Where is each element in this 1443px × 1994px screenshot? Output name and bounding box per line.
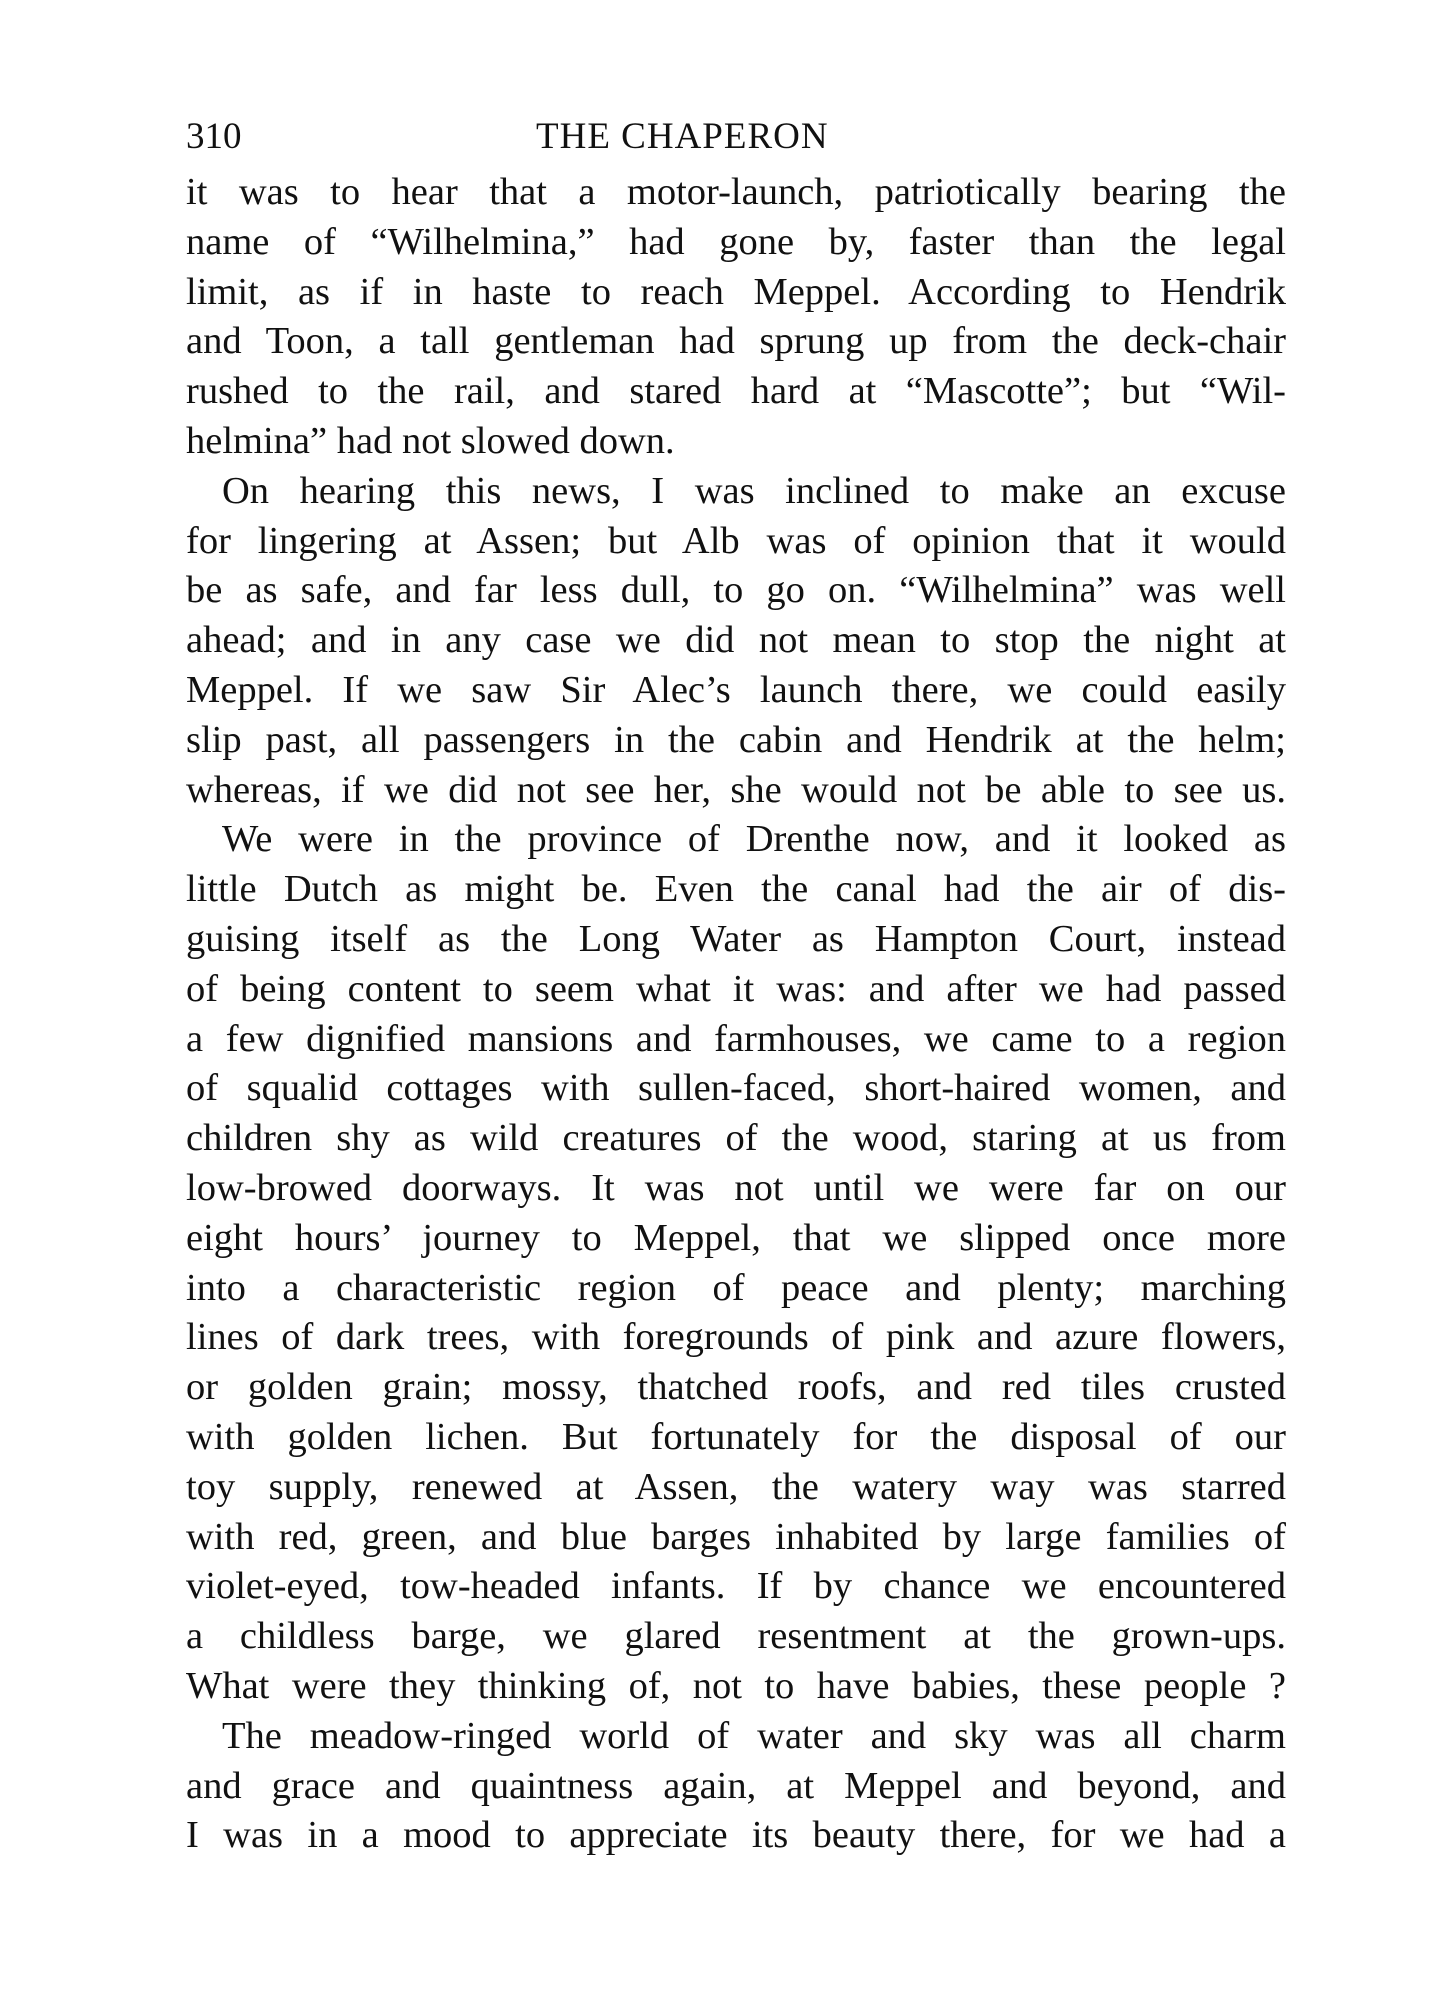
text-line: a childless barge, we glared resentment at the grown-ups.	[186, 1615, 1286, 1658]
text-line: eight hours’ journey to Meppel, that we slipped once more	[186, 1216, 1286, 1259]
text-line: helmina” had not slowed down.	[186, 419, 675, 462]
text-line: We were in the province of Drenthe now, and it looked as	[222, 818, 1286, 861]
text-line: be as safe, and far less dull, to go on. “Wilhelmina” was well	[186, 569, 1286, 612]
text-line: I was in a mood to appreciate its beauty there, for we had a	[186, 1814, 1286, 1857]
text-line: children shy as wild creatures of the wood, staring at us from	[186, 1117, 1286, 1160]
text-line: of squalid cottages with sullen-faced, short-haired women, and	[186, 1067, 1286, 1110]
page-header	[186, 112, 1286, 162]
text-line: and grace and quaintness again, at Meppel and beyond, and	[186, 1764, 1286, 1807]
text-line: The meadow-ringed world of water and sky was all charm	[222, 1714, 1286, 1757]
paragraph	[186, 815, 1286, 1711]
page-number: 310	[186, 116, 242, 157]
text-line: low-browed doorways. It was not until we were far on our	[186, 1166, 1286, 1209]
text-line: whereas, if we did not see her, she would not be able to see us.	[186, 768, 1286, 811]
text-line: violet-eyed, tow-headed infants. If by chance we encountered	[186, 1565, 1286, 1608]
text-line: toy supply, renewed at Assen, the watery way was starred	[186, 1465, 1286, 1508]
text-line: into a characteristic region of peace and plenty; marching	[186, 1266, 1286, 1309]
running-head: THE CHAPERON	[536, 116, 829, 157]
body-text	[186, 168, 1286, 1861]
text-line: a few dignified mansions and farmhouses, we came to a region	[186, 1017, 1286, 1060]
text-line: slip past, all passengers in the cabin and Hendrik at the helm;	[186, 718, 1286, 761]
text-line: name of “Wilhelmina,” had gone by, faster than the legal	[186, 220, 1286, 263]
text-line: little Dutch as might be. Even the canal had the air of dis-	[186, 868, 1286, 911]
text-line: for lingering at Assen; but Alb was of opinion that it would	[186, 519, 1286, 562]
text-line: with golden lichen. But fortunately for the disposal of our	[186, 1415, 1286, 1458]
text-line: of being content to seem what it was: and after we had passed	[186, 967, 1286, 1010]
text-line: lines of dark trees, with foregrounds of pink and azure flowers,	[186, 1316, 1286, 1359]
text-line: What were they thinking of, not to have babies, these people ?	[186, 1664, 1286, 1707]
text-line: guising itself as the Long Water as Hampton Court, instead	[186, 917, 1286, 960]
paragraph	[186, 1712, 1286, 1861]
paragraph	[186, 467, 1286, 816]
paragraph	[186, 168, 1286, 467]
text-line: and Toon, a tall gentleman had sprung up from the deck-chair	[186, 320, 1286, 363]
text-line: with red, green, and blue barges inhabited by large families of	[186, 1515, 1286, 1558]
text-line: rushed to the rail, and stared hard at “Mascotte”; but “Wil-	[186, 370, 1286, 413]
text-line: On hearing this news, I was inclined to make an excuse	[222, 469, 1286, 512]
text-line: it was to hear that a motor-launch, patriotically bearing the	[186, 171, 1286, 213]
text-line: limit, as if in haste to reach Meppel. According to Hendrik	[186, 270, 1286, 313]
text-line: ahead; and in any case we did not mean to stop the night at	[186, 619, 1286, 662]
text-line: or golden grain; mossy, thatched roofs, and red tiles crusted	[186, 1366, 1286, 1409]
text-line: Meppel. If we saw Sir Alec’s launch there, we could easily	[186, 668, 1286, 711]
